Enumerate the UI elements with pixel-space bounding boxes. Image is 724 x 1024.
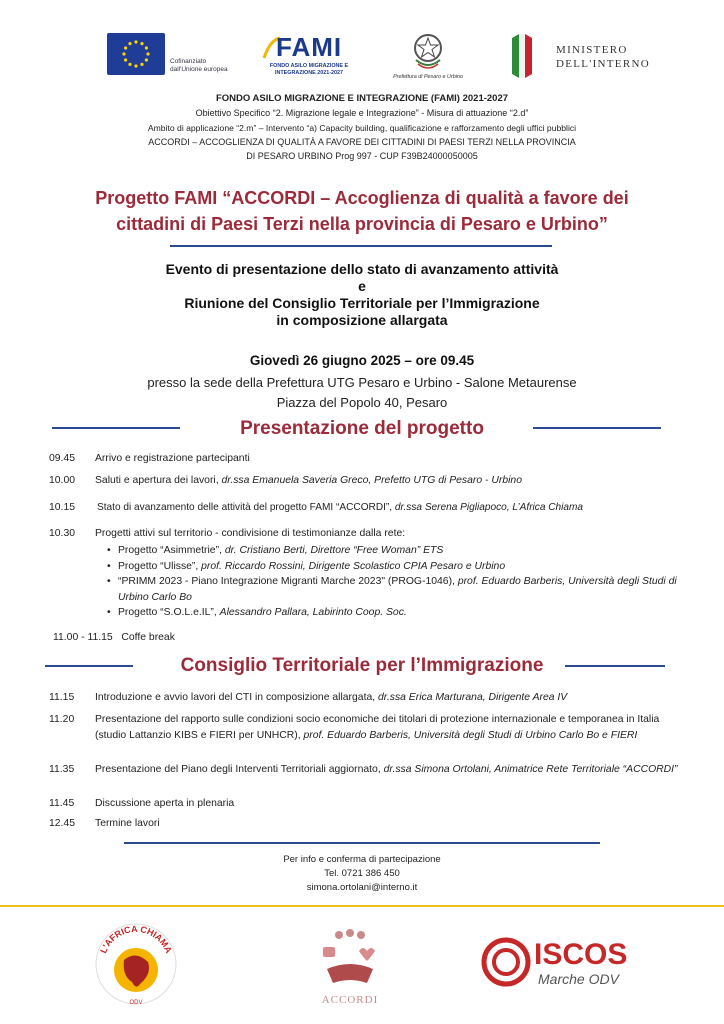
section2-right-rule xyxy=(565,665,665,667)
agenda-divider xyxy=(124,842,600,844)
africa-chiama-logo xyxy=(92,920,180,1010)
italian-emblem-icon xyxy=(412,30,444,72)
accordi-line-2: DI PESARO URBINO Prog 997 - CUP F39B24000050005 xyxy=(246,151,478,161)
list-item: • “PRIMM 2023 - Piano Integrazione Migranti Marche 2023" (PROG-1046), prof. Eduardo Barberis, Università degli Studi di Urbino Carlo Bo xyxy=(118,574,693,605)
svg-text:ODV: ODV xyxy=(129,1000,143,1006)
svg-text:Marche ODV: Marche ODV xyxy=(538,971,619,987)
project-title: Progetto FAMI “ACCORDI – Accoglienza di qualità a favore dei cittadini di Paesi Terzi nella provincia di Pesaro e Urbino” xyxy=(95,188,629,234)
iscos-logo xyxy=(478,930,638,1000)
accordi-line-1: ACCORDI – ACCOGLIENZA DI QUALITÀ A FAVORE DEI CITTADINI DI PAESI TERZI NELLA PROVINCIA xyxy=(148,137,576,147)
section1-title: Presentazione del progetto xyxy=(240,418,484,439)
contact-info: Per info e conferma di partecipazione Tel. 0721 386 450 simona.ortolani@interno.it xyxy=(0,853,724,895)
eu-caption: Cofinanziato dall'Unione europea xyxy=(170,58,228,73)
list-item: • Progetto “Ulisse”, prof. Riccardo Rossini, Dirigente Scolastico CPIA Pesaro e Urbino xyxy=(118,559,698,575)
svg-text:ACCORDI: ACCORDI xyxy=(321,994,379,1006)
title-divider xyxy=(170,245,552,247)
italian-flag-icon xyxy=(512,34,532,78)
list-item: • Progetto “S.O.L.e.IL”, Alessandro Pallara, Labirinto Coop. Soc. xyxy=(118,605,698,621)
project-bullet-list xyxy=(118,543,698,621)
venue-line-2: Piazza del Popolo 40, Pesaro xyxy=(276,395,448,410)
section1-right-rule xyxy=(533,427,661,429)
contact-email[interactable]: simona.ortolani@interno.it xyxy=(306,882,418,893)
event-title: Evento di presentazione dello stato di avanzamento attività e Riunione del Consiglio Territoriale per l’Immigrazione in composizione allargata xyxy=(165,261,559,328)
prefettura-logo: Prefettura di Pesaro e Urbino xyxy=(392,30,464,80)
footer-divider xyxy=(0,905,724,907)
fund-heading: FONDO ASILO MIGRAZIONE E INTEGRAZIONE (FAMI) 2021-2027 xyxy=(215,93,509,104)
fami-logo: FAMI FONDO ASILO MIGRAZIONE E INTEGRAZIONE 2021-2027 xyxy=(262,32,356,82)
venue-line-1: presso la sede della Prefettura UTG Pesaro e Urbino - Salone Metaurense xyxy=(147,375,577,390)
list-item: • Progetto “Asimmetrie”, dr. Cristiano Berti, Direttore “Free Woman” ETS xyxy=(118,543,698,559)
accordi-logo xyxy=(305,925,395,1010)
objective-line: Obiettivo Specifico “2. Migrazione legale e Integrazione” - Misura di attuazione “2.d” xyxy=(195,108,529,118)
eu-flag-logo xyxy=(107,33,165,75)
section2-title: Consiglio Territoriale per l’Immigrazione xyxy=(180,655,544,676)
ministero-logo-text: MINISTERO DELL'INTERNO xyxy=(556,44,650,70)
event-date: Giovedì 26 giugno 2025 – ore 09.45 xyxy=(249,353,475,368)
svg-text:L'AFRICA CHIAMA: L'AFRICA CHIAMA xyxy=(98,923,174,955)
coffee-break-row: 11.00 - 11.15 Coffe break xyxy=(53,632,175,643)
scope-line: Ambito di applicazione “2.m” – Intervento “a) Capacity building, qualificazione e rafforzamento degli uffici pubblici xyxy=(147,123,577,133)
svg-text:ISCOS: ISCOS xyxy=(534,938,628,971)
